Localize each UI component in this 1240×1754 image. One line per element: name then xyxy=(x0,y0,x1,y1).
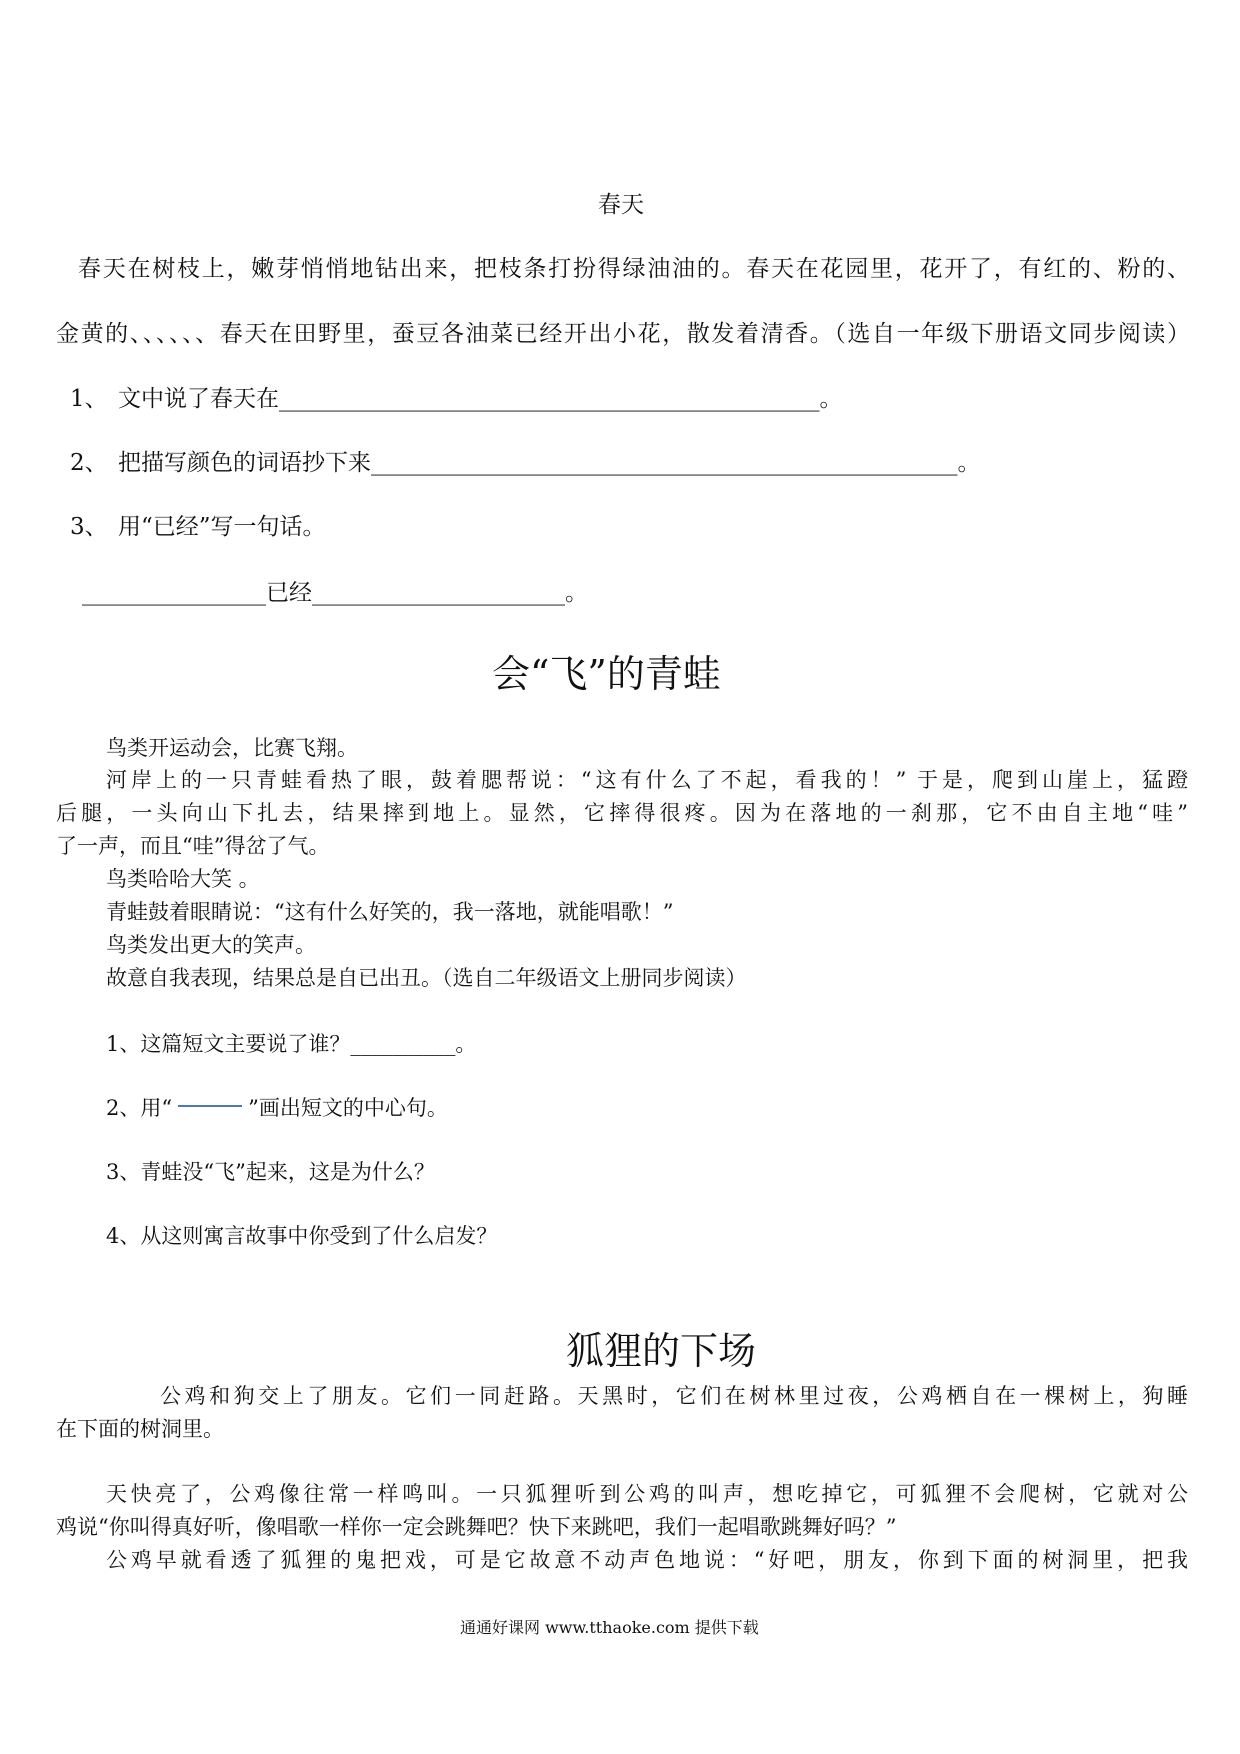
story3-paragraph-2-line-1: 天快亮了，公鸡像往常一样鸣叫。一只狐狸听到公鸡的叫声，想吃掉它，可狐狸不会爬树，它就对公 xyxy=(106,1482,1188,1506)
story1-q3-answer-line: ________________已经______________________。 xyxy=(82,580,588,606)
story2-question-2 xyxy=(106,1092,448,1122)
story3-paragraph-2-line-2: 鸡说“你叫得真好听，像唱歌一样你一定会跳舞吧？快下来跳吧，我们一起唱歌跳舞好吗？” xyxy=(56,1515,897,1539)
blue-underline-icon xyxy=(178,1105,242,1107)
story2-paragraph-3: 鸟类哈哈大笑 。 xyxy=(106,867,260,891)
page-footer: 通通好课网 www.tthaoke.com 提供下载 xyxy=(460,1618,759,1637)
story2-question-1: 1、这篇短文主要说了谁？__________。 xyxy=(106,1032,477,1056)
story2-question-2-prefix: 2、用“ xyxy=(106,1096,173,1120)
story1-paragraph-line-2: 金黄的、、、、、、春天在田野里，蚕豆各油菜已经开出小花，散发着清香。（选自一年级下册语文同步阅读） xyxy=(56,321,1190,347)
story1-q3-number: 3、 xyxy=(70,514,108,540)
story3-paragraph-3-line-1: 公鸡早就看透了狐狸的鬼把戏，可是它故意不动声色地说：“好吧，朋友，你到下面的树洞里，把我 xyxy=(106,1548,1188,1572)
story3-paragraph-1-line-2: 在下面的树洞里。 xyxy=(56,1417,224,1441)
story1-q1-text: 文中说了春天在_______________________________________________。 xyxy=(118,386,843,412)
story1-title: 春天 xyxy=(598,192,644,218)
story3-title: 狐狸的下场 xyxy=(566,1329,757,1373)
story2-paragraph-5: 鸟类发出更大的笑声。 xyxy=(106,933,316,957)
story2-question-4: 4、从这则寓言故事中你受到了什么启发？ xyxy=(106,1224,498,1248)
story2-title: 会“飞”的青蛙 xyxy=(492,652,721,696)
story1-q1-number: 1、 xyxy=(70,386,108,412)
story2-paragraph-1: 鸟类开运动会，比赛飞翔。 xyxy=(106,736,358,760)
story1-q3-text: 用“已经”写一句话。 xyxy=(118,514,326,540)
story1-q2-text: 把描写颜色的词语抄下来___________________________________________________。 xyxy=(118,450,981,476)
story2-paragraph-2-line-1: 河岸上的一只青蛙看热了眼，鼓着腮帮说：“这有什么了不起，看我的！” 于是，爬到山崖上，猛蹬 xyxy=(106,768,1188,792)
story2-question-2-suffix: ”画出短文的中心句。 xyxy=(248,1096,448,1120)
story2-paragraph-2-line-3: 了一声，而且“哇”得岔了气。 xyxy=(56,834,330,858)
story2-question-3: 3、青蛙没“飞”起来，这是为什么？ xyxy=(106,1160,435,1184)
story1-q2-number: 2、 xyxy=(70,450,108,476)
story3-paragraph-1-line-1: 公鸡和狗交上了朋友。它们一同赶路。天黑时，它们在树林里过夜，公鸡栖自在一棵树上，狗睡 xyxy=(160,1384,1188,1408)
story2-paragraph-2-line-2: 后腿，一头向山下扎去，结果摔到地上。显然，它摔得很疼。因为在落地的一刹那，它不由自主地“哇” xyxy=(56,801,1188,825)
story2-paragraph-6: 故意自我表现，结果总是自已出丑。（选自二年级语文上册同步阅读） xyxy=(106,966,747,990)
story2-paragraph-4: 青蛙鼓着眼睛说：“这有什么好笑的，我一落地，就能唱歌！” xyxy=(106,900,674,924)
story1-paragraph-line-1: 春天在树枝上，嫩芽悄悄地钻出来，把枝条打扮得绿油油的。春天在花园里，花开了，有红的、粉的、 xyxy=(78,256,1190,282)
